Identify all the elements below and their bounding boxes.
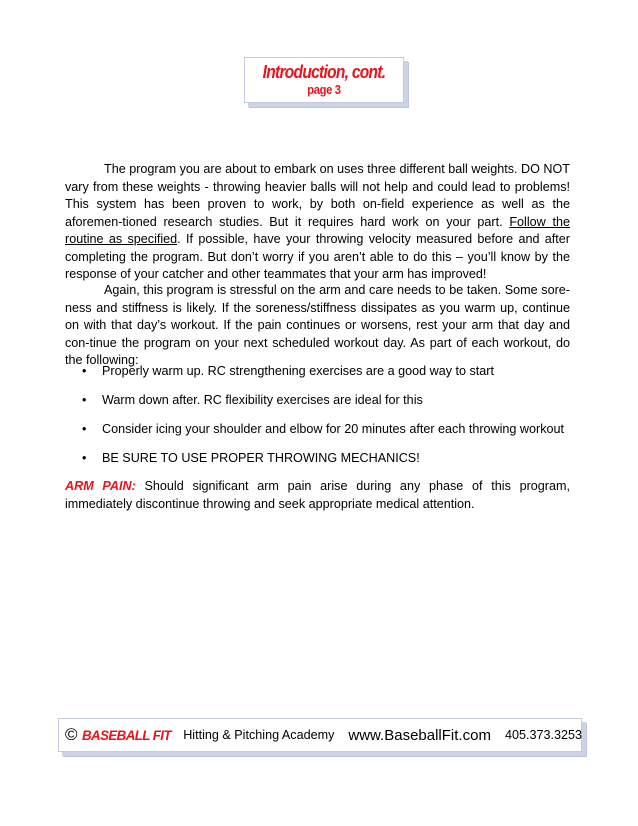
list-item <box>82 450 582 479</box>
bullet-icon: • <box>82 451 87 465</box>
bullet-icon: • <box>82 364 87 378</box>
copyright-symbol: © <box>65 725 78 744</box>
intro-paragraph-underlined: Follow the routine as specified <box>65 214 570 246</box>
arm-pain-text: Should significant arm pain arise during any phase of this program, immediately discontinue throwing and seek appropriate medical attention. <box>65 479 570 511</box>
bullet-icon: • <box>82 422 87 436</box>
caution-paragraph-text: Again, this program is stressful on the arm and care needs to be taken. Some sore-ness and stiffness is likely. If the soreness/stiffness dissipates as you warm up, continue on with that day’s workout. If the pain continues or worsens, rest your arm that day and con-tinue the program on your next scheduled workout day. As part of each workout, do the following: <box>65 283 570 367</box>
bullet-icon: • <box>82 393 87 407</box>
page-title: Introduction, cont. <box>262 62 386 82</box>
academy-label: Hitting & Pitching Academy <box>183 728 335 742</box>
title-box <box>244 57 404 103</box>
arm-pain-warning <box>65 478 570 513</box>
arm-pain-label: ARM PAIN: <box>65 479 136 493</box>
list-item-text: Consider icing your shoulder and elbow for 20 minutes after each throwing workout <box>102 422 565 436</box>
caution-paragraph <box>65 282 570 370</box>
page-number-label: page 3 <box>307 82 341 97</box>
website-text: www.BaseballFit.com <box>348 726 491 744</box>
workout-bullet-list <box>82 363 582 479</box>
intro-paragraph <box>65 161 570 284</box>
list-item-text: BE SURE TO USE PROPER THROWING MECHANICS! <box>102 451 420 465</box>
intro-paragraph-text-1: The program you are about to embark on uses three different ball weights. DO NOT vary from these weights - throwing heavier balls will not help and could lead to problems! This system has been proven to work, by both on-field experience as well as the aforemen-tioned research studies. But it requires hard work on your part. <box>65 162 570 229</box>
list-item <box>82 392 582 421</box>
list-item <box>82 363 582 392</box>
brand-logo-text: BASEBALL FIT <box>81 727 171 743</box>
intro-paragraph-text-2: . If possible, have your throwing velocity measured before and after completing the program. But don’t worry if you aren’t able to do this – you’ll know by the response of your catcher and other teammates that your arm has improved! <box>65 232 570 281</box>
footer-box <box>58 718 582 752</box>
list-item <box>82 421 582 450</box>
phone-number: 405.373.3253 <box>504 728 582 742</box>
list-item-text: Warm down after. RC flexibility exercises are ideal for this <box>102 393 423 407</box>
list-item-text: Properly warm up. RC strengthening exercises are a good way to start <box>102 364 494 378</box>
